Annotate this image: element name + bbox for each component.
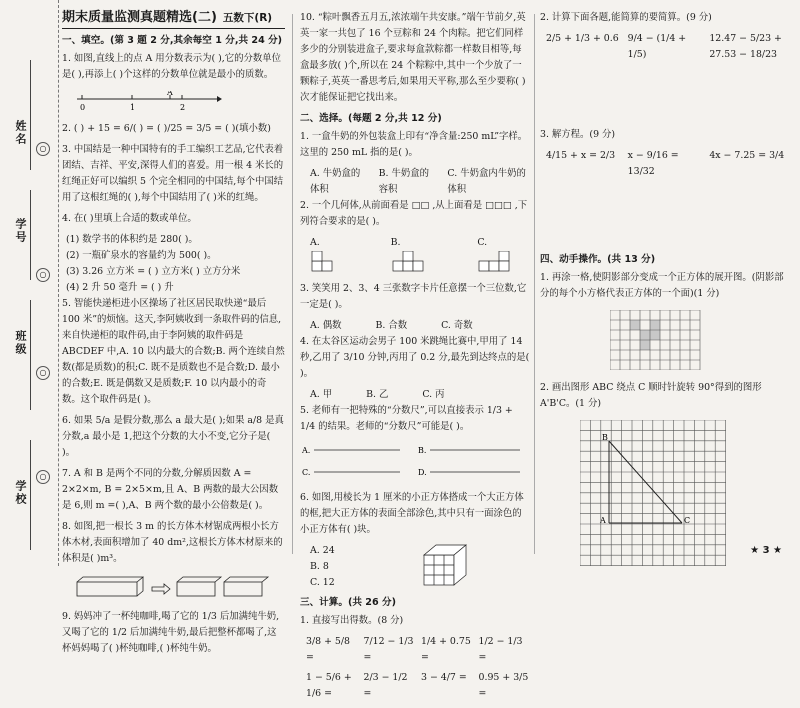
tick-label: A	[167, 91, 173, 97]
option[interactable]: A. 甲	[310, 389, 333, 400]
question-choice-2: 2. 一个几何体,从前面看是 □□ ,从上面看是 □□□ ,下列符合要求的是( )。	[300, 200, 528, 227]
question-4-items	[62, 232, 285, 296]
question-calc-2: 2. 计算下面各题,能简算的要简算。(9 分)	[540, 12, 712, 23]
spine-name-label: 姓名	[14, 120, 27, 146]
options-row	[300, 318, 530, 334]
page-number: ★ 3 ★	[750, 545, 782, 556]
binding-spine	[0, 0, 59, 566]
calc-item: 1 − 5/6 + 1/6 =	[306, 672, 352, 699]
calc-items	[540, 31, 785, 127]
section-heading: 四、动手操作。(共 13 分)	[540, 254, 656, 265]
cube-stack-figure	[477, 251, 517, 275]
column-2	[300, 10, 530, 708]
question-6-body	[300, 543, 530, 591]
section-heading: 一、填空。(第 3 题 2 分,其余每空 1 分,共 24 分)	[62, 35, 283, 46]
column-3	[540, 10, 785, 580]
question-fill-7: 7. A 和 B 是两个不同的分数,分解质因数 A = 2×2×m, B = 2×5×m,且 A、B 两数的最大公因数是 6,则 m =( ),A、B 两个数的最小公倍数是( )。	[62, 468, 279, 511]
option-label: A.	[310, 237, 320, 248]
calc-item: 1/2 − 1/3 =	[478, 636, 523, 663]
option[interactable]: A. 24	[310, 545, 335, 556]
section-heading: 二、选择。(每题 2 分,共 12 分)	[300, 113, 442, 124]
option[interactable]: B. 8	[310, 561, 329, 572]
option[interactable]: C. 奇数	[441, 320, 473, 331]
oral-calc-grid	[300, 634, 530, 702]
list-item: (2) 一瓶矿泉水的容量约为 500( )。	[66, 250, 217, 261]
cube-stack-figure	[310, 251, 344, 275]
option[interactable]: C. 牛奶盒内牛奶的体积	[447, 168, 526, 195]
option-label: C.	[477, 237, 488, 248]
equation-item: x − 9/16 = 13/32	[627, 150, 679, 177]
question-choice-4: 4. 在太谷区运动会男子 100 米跳绳比赛中,甲用了 14 秒,乙用了 3/10 分钟,丙用了 0.2 分,最先到达终点的是( )。	[300, 336, 530, 379]
question-fill-9: 9. 妈妈冲了一杯纯咖啡,喝了它的 1/3 后加满纯牛奶,又喝了它的 1/2 后加满纯牛奶,最后把整杯都喝了,这杯妈妈喝了( )杯纯咖啡,( )杯纯牛奶。	[62, 611, 280, 654]
question-fill-10: 10. “粽叶飘香五月五,浓浓端午共安康。”端午节前夕,英英一家一共包了 16 个豆粽和 24 个肉粽。把它们同样多少的分别装进盒子,要求每盒款粽都一样数目相等,每盒最多放( )个,所以在 24 个粽粽中,其中一个少放了一颗粽子,英英一番思考后,如果用天平称,那么至少要称( )次才能保证把它找出来。	[300, 12, 526, 103]
spine-seat-field[interactable]	[30, 190, 32, 280]
options-row	[300, 235, 530, 281]
cube-stack-figure	[391, 251, 431, 275]
vertex-label-a: A	[600, 516, 606, 525]
calc-item: 2/5 + 1/3 + 0.6	[546, 33, 619, 44]
question-choice-1: 1. 一盒牛奶的外包装盒上印有“净含量:250 mL”字样。这里的 250 mL 指的是( )。	[300, 131, 528, 158]
fraction-ruler-figure	[300, 440, 525, 484]
section-heading: 三、计算。(共 26 分)	[300, 597, 396, 608]
binding-hole: ○	[36, 142, 50, 156]
option[interactable]	[310, 235, 357, 281]
question-fill-4: 4. 在( )里填上合适的数或单位。	[62, 213, 197, 224]
list-item: (3) 3.26 立方米 = ( ) 立方米( ) 立方分米	[66, 266, 241, 277]
tick-label: 1	[130, 103, 136, 111]
spine-class-label: 班级	[14, 330, 27, 356]
binding-hole: ○	[36, 470, 50, 484]
wood-block-figure	[72, 575, 272, 599]
question-choice-6: 6. 如图,用棱长为 1 厘米的小正方体搭成一个大正方体的框,把大正方体的表面全部涂色,其中只有一面涂色的小正方体有( )块。	[300, 492, 524, 535]
question-draw-2: 2. 画出图形 ABC 绕点 C 顺时针旋转 90°得到的图形 A'B'C。(1 分)	[540, 382, 762, 409]
question-calc-3: 3. 解方程。(9 分)	[540, 129, 616, 140]
question-calc-1: 1. 直接写出得数。(8 分)	[300, 615, 404, 626]
net-grid-figure	[610, 310, 702, 370]
options-row	[300, 387, 530, 403]
list-item: (1) 数学书的体积约是 280( )。	[66, 234, 198, 245]
vertex-label-b: B	[602, 433, 608, 442]
equation-item: 4x − 7.25 = 3/4	[709, 150, 785, 161]
tick-label: 0	[80, 103, 86, 111]
calc-item: 7/12 − 1/3 =	[363, 636, 414, 663]
spine-name-field[interactable]	[30, 60, 32, 170]
tick-label: 2	[180, 103, 186, 111]
option[interactable]: C. 丙	[422, 389, 445, 400]
calc-item: 3/8 + 5/8 =	[306, 636, 350, 663]
cube-figure	[420, 543, 470, 587]
calc-item: 9/4 − (1/4 + 1/5)	[627, 33, 687, 60]
calc-item: 2/3 − 1/2 =	[363, 672, 408, 699]
question-fill-2: 2. ( ) + 15 = 6/( ) = ( )/25 = 3/5 = ( )(填小数)	[62, 123, 271, 134]
question-choice-5: 5. 老师有一把特殊的“分数尺”,可以直接表示 1/3 + 1/4 的结果。老师的“分数尺”可能是( )。	[300, 405, 513, 432]
option[interactable]: B. 牛奶盒的容积	[378, 168, 429, 195]
option-label: B.	[418, 446, 427, 455]
calc-item: 3 − 4/7 =	[421, 672, 467, 683]
spine-school-field[interactable]	[30, 440, 32, 550]
option-label: D.	[418, 468, 427, 477]
rotation-grid-figure	[580, 420, 730, 570]
option[interactable]: A. 牛奶盒的体积	[310, 168, 361, 195]
column-1	[62, 10, 285, 662]
binding-hole: ○	[36, 366, 50, 380]
shaded-cells	[630, 320, 660, 350]
option[interactable]: B. 乙	[366, 389, 389, 400]
option[interactable]: B. 合数	[375, 320, 408, 331]
calc-item: 1/4 + 0.75 =	[421, 636, 471, 663]
question-fill-1: 1. 如图,直线上的点 A 用分数表示为( ),它的分数单位是( ),再添上( )个这样的分数单位就是最小的质数。	[62, 53, 282, 80]
question-fill-3: 3. 中国结是一种中国特有的手工编织工艺品,它代表着团结、吉祥、平安,深得人们的喜爱。用一根 4 米长的红绳正好可以编织 5 个完全相同的中国结,每个中国结用了这根红绳的( ),每个中国结用了( )米的红绳。	[62, 144, 284, 203]
spine-seat-label: 学号	[14, 218, 27, 244]
number-line-figure	[72, 91, 222, 111]
subject-label: 五数下(R)	[222, 12, 273, 24]
option[interactable]	[477, 235, 530, 281]
header	[62, 10, 285, 29]
options-column	[300, 543, 420, 591]
equation-items	[540, 148, 785, 248]
calc-item: 0.95 + 3/5 =	[478, 672, 529, 699]
question-fill-6: 6. 如果 5/a 是假分数,那么 a 最大是( );如果 a/8 是真分数,a 最小是 1,把这个分数的大小不变,它分子是( )。	[62, 415, 284, 458]
calc-item: 12.47 − 5/23 + 27.53 − 18/23	[709, 33, 782, 60]
vertex-label-c: C	[684, 516, 691, 525]
option-label: B.	[390, 237, 401, 248]
option[interactable]	[391, 235, 444, 281]
spine-school-label: 学校	[14, 480, 27, 506]
binding-hole: ○	[36, 268, 50, 282]
option-label: A.	[302, 446, 311, 455]
option-label: C.	[302, 468, 311, 477]
page-title: 期末质量监测真题精选(二)	[62, 10, 217, 25]
option[interactable]: C. 12	[310, 577, 335, 588]
question-fill-8: 8. 如图,把一根长 3 m 的长方体木材锯成两根小长方体木材,表面积增加了 40 dm²,这根长方体木材原来的体积是( )m³。	[62, 521, 283, 564]
column-divider	[534, 14, 535, 554]
options-row	[300, 166, 530, 198]
list-item: (4) 2 升 50 毫升 = ( ) 升	[66, 282, 174, 293]
option[interactable]: A. 偶数	[310, 320, 342, 331]
equation-item: 4/15 + x = 2/3	[546, 150, 616, 161]
spine-class-field[interactable]	[30, 300, 32, 410]
column-divider	[292, 14, 293, 554]
question-fill-5: 5. 智能快递柜进小区操场了社区居民取快递“最后 100 米”的烦恼。这天,李阿姨收到一条取件码的信息,来自快递柜的取件码,由于李阿姨的取件码是 ABCDEF 中,A. 10 以内最大的合数;B. 两个连续自然数(都是质数)的积;C. 既不是质数也不是合数;D. 最小的合数;E. 既是偶数又是质数;F. 10 以内最小的奇数。这个取件码是( )。	[62, 298, 285, 405]
question-draw-1: 1. 再涂一格,使阴影部分变成一个正方体的展开图。(阴影部分的每个小方格代表正方体的一个面)(1 分)	[540, 272, 784, 299]
question-choice-3: 3. 笑笑用 2、3、4 三张数字卡片任意摆一个三位数,它一定是( )。	[300, 283, 527, 310]
